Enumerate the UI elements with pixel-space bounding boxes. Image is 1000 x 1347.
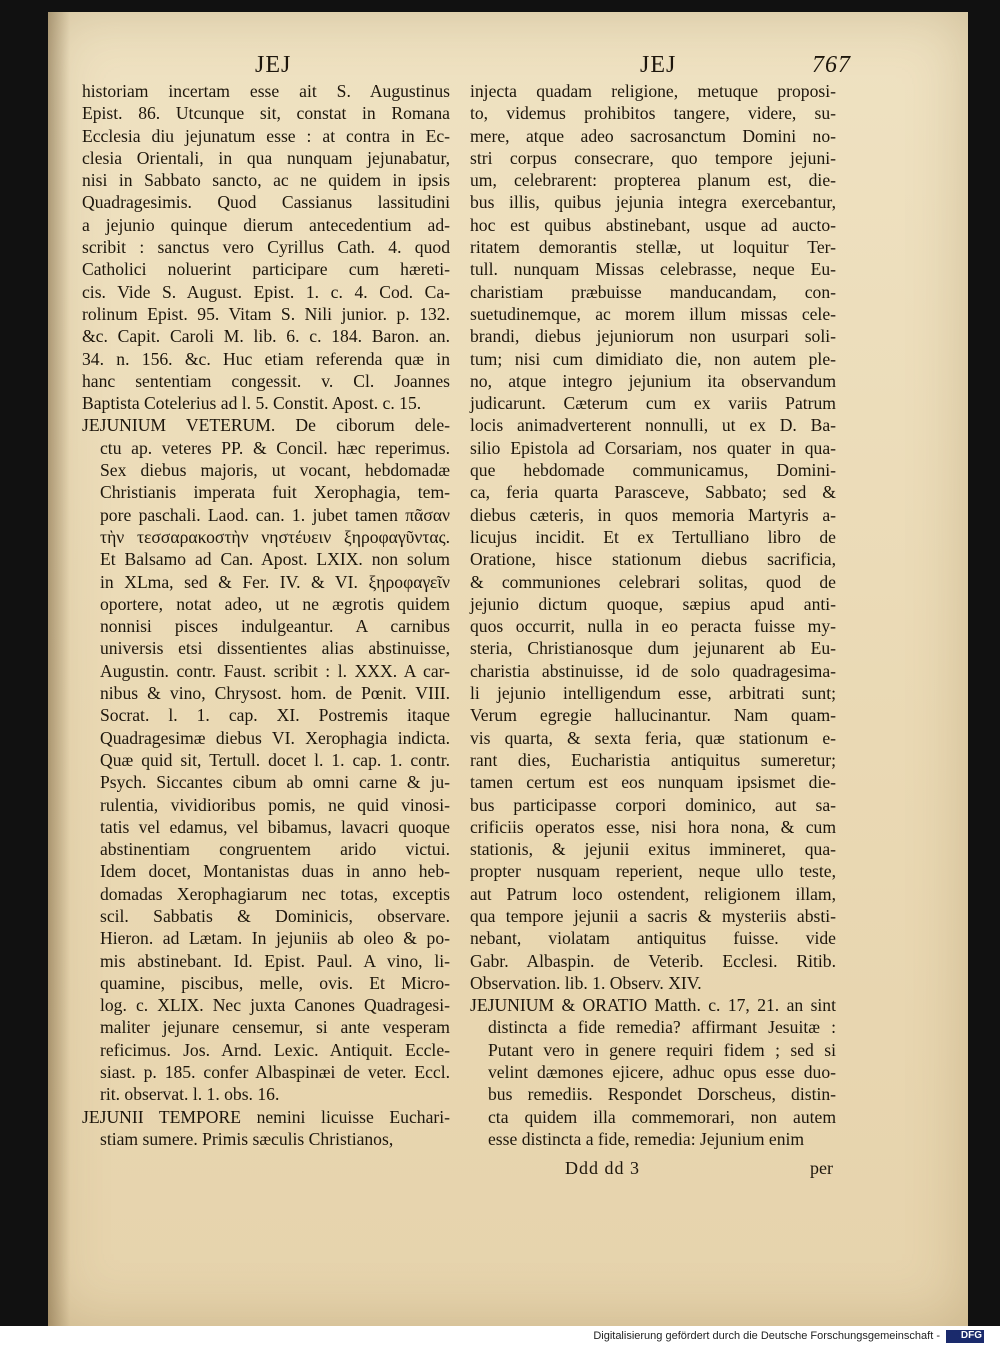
text-line: Epist. 86. Utcunque sit, constat in Romana xyxy=(82,103,450,124)
text-line: quos occurrit, nulla in eo peracta fuisse my- xyxy=(470,616,836,637)
text-line: crificiis operatos esse, nisi hora nona, & cum xyxy=(470,816,836,837)
text-line: cis. Vide S. August. Epist. 1. c. 4. Cod. Ca- xyxy=(82,281,450,302)
text-line: distincta a fide remedia? affirmant Jesuitæ : xyxy=(488,1017,836,1038)
text-line: domadas Xerophagiarum nec totas, exceptis xyxy=(100,883,450,904)
text-line: Oratione, hisce stationum diebus sacrificia, xyxy=(470,549,836,570)
text-line: esse distincta a fide, remedia: Jejunium enim xyxy=(488,1128,805,1149)
text-line: &c. Capit. Caroli M. lib. 6. c. 184. Baron. an. xyxy=(82,326,450,347)
text-line: li jejunio intelligendum esse, arbitrati sunt; xyxy=(470,683,836,704)
text-line: clesia Orientali, in qua nunquam jejunabatur, xyxy=(82,147,450,168)
text-line: qua tempore jejunii a sacris & mysteriis absti- xyxy=(470,905,836,926)
text-line: tum; nisi cum dimidiato die, non autem ple- xyxy=(470,348,836,369)
text-line: charistiam præbuisse manducandam, con- xyxy=(470,281,836,302)
text-line: hanc sententiam congessit. v. Cl. Joannes xyxy=(82,370,450,391)
text-line: Idem docet, Montanistas duas in anno heb- xyxy=(100,861,450,882)
text-line: aut Patrum loco ostendent, religionem illam, xyxy=(470,883,836,904)
text-line: judicarunt. Cæterum cum ex variis Patrum xyxy=(470,393,836,414)
text-line: JEJUNII TEMPORE nemini licuisse Euchari- xyxy=(82,1106,450,1127)
text-line: suetudinemque, ac morem illum missas cele- xyxy=(470,303,836,324)
text-line: hoc est quibus abstinebant, usque ad aucto- xyxy=(470,214,836,235)
text-line: Baptista Cotelerius ad l. 5. Constit. Apost. c. 15. xyxy=(82,393,422,414)
text-line: nibus & vino, Chrysost. hom. de Pœnit. VIII. xyxy=(100,683,450,704)
text-line: bus illis, quibus jejunia integra exercebantur, xyxy=(470,192,836,213)
page-number: 767 xyxy=(812,52,851,78)
text-line: tatis vel edamus, vel bibamus, lavacri quoque xyxy=(100,816,450,837)
text-line: siast. p. 185. confer Albaspinæi de veter. Eccl. xyxy=(100,1062,450,1083)
text-line: steria, Christianosque dum jejunarent ab Eu- xyxy=(470,638,836,659)
text-line: Catholici noluerint participare cum hæreti- xyxy=(82,259,450,280)
text-line: stri corpus consecrare, quo tempore jejuni- xyxy=(470,147,836,168)
text-line: Putant vero in genere requiri fidem ; sed si xyxy=(488,1039,836,1060)
text-line: pore paschali. Laod. can. 1. jubet tamen πᾶσαν xyxy=(100,504,450,525)
text-line: log. c. XLIX. Nec juxta Canones Quadragesi- xyxy=(100,995,450,1016)
text-line: Observation. lib. 1. Observ. XIV. xyxy=(470,972,702,993)
text-line: nebant, violatam antiquitus fuisse. vide xyxy=(470,928,836,949)
text-line: stationis, & jejunii exitus immineret, qua- xyxy=(470,839,836,860)
text-line: velint dæmones ejicere, adhuc opus esse duo- xyxy=(488,1062,836,1083)
text-line: oportere, notat adeo, ut ne ægrotis quidem xyxy=(100,593,450,614)
text-line: que hebdomade communicamus, Domini- xyxy=(470,460,836,481)
text-line: JEJUNIUM VETERUM. De ciborum dele- xyxy=(82,415,450,436)
text-line: τὴν τεσσαρακοστὴν νηστέυειν ξηροφαγῦντας. xyxy=(100,526,450,547)
text-line: & communiones celebrari solitas, quod de xyxy=(470,571,836,592)
text-line: um, celebrarent: propterea planum est, die- xyxy=(470,170,836,191)
text-line: ritatem demorantis stellæ, ut loquitur Ter- xyxy=(470,237,836,258)
text-line: licujus incidit. Et ex Tertulliano libro de xyxy=(470,526,836,547)
text-line: maliter jejunare censemur, si ante vesperam xyxy=(100,1017,450,1038)
text-line: mere, atque adeo sacrosanctum Domini no- xyxy=(470,125,836,146)
text-line: no, atque integro jejunium ita observandum xyxy=(470,370,836,391)
text-line: Psych. Siccantes cibum ab omni carne & ju- xyxy=(100,772,450,793)
text-line: Ecclesia diu jejunatum esse : at contra in Ec- xyxy=(82,125,450,146)
text-line: reficimus. Jos. Arnd. Lexic. Antiquit. Eccle- xyxy=(100,1039,450,1060)
right-text-column xyxy=(470,80,836,1150)
text-line: Christianis imperata fuit Xerophagia, tem- xyxy=(100,482,450,503)
text-line: historiam incertam esse ait S. Augustinus xyxy=(82,81,450,101)
text-line: vis quarta, & sexta feria, quæ stationum e- xyxy=(470,727,836,748)
signature-mark: Ddd dd 3 xyxy=(565,1158,640,1178)
text-line: Hieron. ad Lætam. In jejuniis ab oleo & po- xyxy=(100,928,450,949)
text-line: nisi in Sabbato sancto, ac ne quidem in ipsis xyxy=(82,170,450,191)
text-line: stiam sumere. Primis sæculis Christianos, xyxy=(100,1128,394,1149)
right-running-head: JEJ xyxy=(640,52,677,78)
text-line: Et Balsamo ad Can. Apost. LXIX. non solum xyxy=(100,549,450,570)
text-line: abstinentiam congruentem arido victui. xyxy=(100,839,450,860)
text-line: scil. Sabbatis & Dominicis, observare. xyxy=(100,905,450,926)
text-line: to, videmus prohibitos tangere, videre, su- xyxy=(470,103,836,124)
text-line: jejunio dictum quoque, sæpius apud anti- xyxy=(470,593,836,614)
text-line: nonnisi pisces indulgeantur. A carnibus xyxy=(100,616,450,637)
catchword: per xyxy=(810,1158,833,1178)
text-line: Quæ quid sit, Tertull. docet l. 1. cap. 1. contr. xyxy=(100,749,450,770)
text-line: brandi, diebus jejuniorum non usurpari soli- xyxy=(470,326,836,347)
text-line: ca, feria quarta Parasceve, Sabbato; sed & xyxy=(470,482,836,503)
text-line: tamen certum est eos nunquam ipsismet die- xyxy=(470,772,836,793)
text-line: quamine, piscibus, melle, ovis. Et Micro- xyxy=(100,972,450,993)
dfg-logo-text: DFG xyxy=(960,1330,982,1341)
text-line: scribit : sanctus vero Cyrillus Cath. 4. quod xyxy=(82,237,450,258)
text-line: rant dies, Eucharistia antiquitus sumeretur; xyxy=(470,749,836,770)
text-line: Sex diebus majoris, ut vocant, hebdomadæ xyxy=(100,460,450,481)
text-line: injecta quadam religione, metuque proposi- xyxy=(470,81,836,101)
left-text-column xyxy=(82,80,450,1150)
left-running-head: JEJ xyxy=(255,52,292,78)
text-line: cta quidem illa commemorari, non autem xyxy=(488,1106,836,1127)
text-line: silio Epistola ad Corsariam, nos quater in qua- xyxy=(470,437,836,458)
text-line: Socrat. l. 1. cap. XI. Postremis itaque xyxy=(100,705,450,726)
text-line: Augustin. contr. Faust. scribit : l. XXX. A car- xyxy=(100,660,450,681)
text-line: mis abstinebant. Id. Epist. Paul. A vino, li- xyxy=(100,950,450,971)
text-line: Quadragesimæ diebus VI. Xerophagia indicta. xyxy=(100,727,450,748)
text-line: a jejunio quinque dierum antecedentium ad- xyxy=(82,214,450,235)
text-line: ctu ap. veteres PP. & Concil. hæc reperimus. xyxy=(100,437,450,458)
text-line: universis etsi dissentientes alias abstinuisse, xyxy=(100,638,450,659)
text-line: propter nusquam reperient, neque ullo teste, xyxy=(470,861,836,882)
text-line: Verum egregie hallucinantur. Nam quam- xyxy=(470,705,836,726)
text-line: in XLma, sed & Fer. IV. & VI. ξηροφαγεῖν xyxy=(100,571,450,592)
text-line: Quadragesimis. Quod Cassianus lassitudini xyxy=(82,192,450,213)
text-line: tull. nunquam Missas celebrasse, neque Eu- xyxy=(470,259,836,280)
text-line: Gabr. Albaspin. de Veterib. Ecclesi. Ritib. xyxy=(470,950,836,971)
text-line: locis animadverterent nonnulli, ut ex D. Ba- xyxy=(470,415,836,436)
page-spine-shadow xyxy=(48,12,70,1326)
text-line: rit. observat. l. 1. obs. 16. xyxy=(100,1084,280,1105)
text-line: charistia abstinuisse, id de solo quadragesima- xyxy=(470,660,836,681)
text-line: bus remediis. Respondet Dorscheus, distin- xyxy=(488,1084,836,1105)
text-line: JEJUNIUM & ORATIO Matth. c. 17, 21. an sint xyxy=(470,995,836,1016)
text-line: rolinum Epist. 95. Vitam S. Nili junior. p. 132. xyxy=(82,303,450,324)
text-line: rulentia, vividioribus pomis, ne quid vinosi- xyxy=(100,794,450,815)
text-line: bus participasse corpori dominico, aut sa- xyxy=(470,794,836,815)
text-line: 34. n. 156. &c. Huc etiam referenda quæ in xyxy=(82,348,450,369)
digitization-notice: Digitalisierung gefördert durch die Deutsche Forschungsgemeinschaft - xyxy=(593,1330,940,1342)
text-line: diebus cæteris, in quos memoria Martyris a- xyxy=(470,504,836,525)
